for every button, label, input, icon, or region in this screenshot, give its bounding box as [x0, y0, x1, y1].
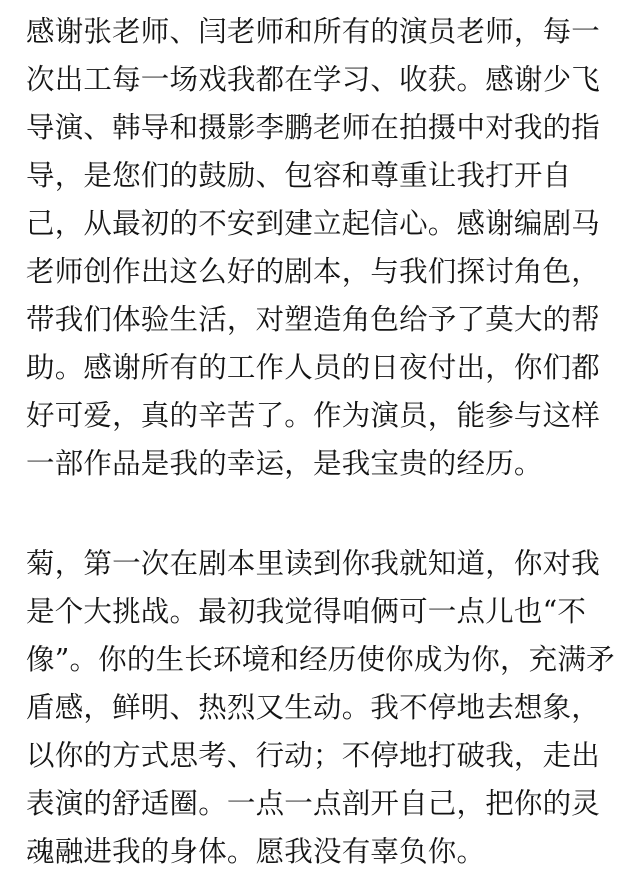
- text-line: 导演、韩导和摄影李鹏老师在拍摄中对我的指: [26, 111, 601, 144]
- text-line: 老师创作出这么好的剧本，与我们探讨角色，: [26, 255, 601, 288]
- text-line: 魂融进我的身体。愿我没有辜负你。: [26, 835, 486, 868]
- text-line: 好可爱，真的辛苦了。作为演员，能参与这样: [26, 399, 601, 432]
- text-line: 以你的方式思考、行动；不停地打破我，走出: [26, 739, 601, 772]
- text-line: 己，从最初的不安到建立起信心。感谢编剧马: [26, 207, 601, 240]
- text-line: 菊，第一次在剧本里读到你我就知道，你对我: [26, 547, 601, 580]
- text-line: 是个大挑战。最初我觉得咱俩可一点儿也“不: [26, 595, 587, 628]
- text-line: 次出工每一场戏我都在学习、收获。感谢少飞: [26, 63, 601, 96]
- text-line: 感谢张老师、闫老师和所有的演员老师，每一: [26, 15, 601, 48]
- paragraph-character: [26, 540, 626, 876]
- text-line: 助。感谢所有的工作人员的日夜付出，你们都: [26, 351, 601, 384]
- text-line: 一部作品是我的幸运，是我宝贵的经历。: [26, 447, 543, 480]
- text-line: 表演的舒适圈。一点一点剖开自己，把你的灵: [26, 787, 601, 820]
- text-line: 盾感，鲜明、热烈又生动。我不停地去想象，: [26, 691, 601, 724]
- text-line: 像”。你的生长环境和经历使你成为你，充满矛: [26, 643, 615, 676]
- text-line: 导，是您们的鼓励、包容和尊重让我打开自: [26, 159, 572, 192]
- paragraph-thanks: [26, 8, 626, 488]
- text-line: 带我们体验生活，对塑造角色给予了莫大的帮: [26, 303, 601, 336]
